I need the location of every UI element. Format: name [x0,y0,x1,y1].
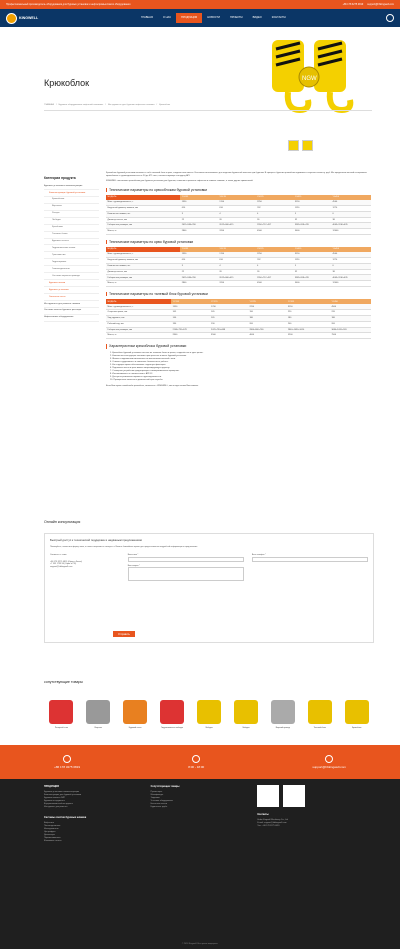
product-description [106,172,371,390]
breadcrumb-item[interactable]: Инструменты для бурения нефтяных скважин [107,104,155,106]
related-title: сопутствующие товары [44,680,83,684]
breadcrumb [44,104,170,107]
footer-link[interactable]: Бурильные трубы [150,806,168,809]
feature-item: 10. Проверенное качество и длительный срок службы. [110,378,163,381]
feature-item: 3. Шкивы и подшипники изготовлены из высококачественной стали. [110,357,176,360]
feature-item: 5. Конструкция крюка обеспечивает надежную фиксацию. [110,363,166,366]
footer-col4-title: Контакты [257,813,269,817]
table-header-cell: YG170 [218,195,256,200]
table-cell: 220 [330,310,371,316]
footer-link[interactable]: Центрифуги [44,830,56,833]
table-cell: 610 [180,205,218,211]
footer-link[interactable]: Hubei Kingwell Machinery Co., Ltd [257,819,288,822]
table-cell: 4 [218,211,256,217]
footer-link[interactable]: Вибросита [44,821,54,824]
footer-link[interactable]: E-mail: support@hbkingwell.com [257,822,287,825]
table-cell: 32 [293,217,331,223]
table-cell: Масса, кг [106,229,180,235]
table-cell: 165 [210,310,248,316]
table-cell: 610 [218,205,256,211]
table-cell: 2950×717×457 [256,223,294,229]
table-cell: 4 [218,263,256,269]
consultation-title: Онлайн консультация [44,520,81,524]
nav-item[interactable]: КОНТАКТЫ [271,16,286,20]
footer-link[interactable]: Задвижки [150,797,160,800]
table-cell: 2800 [171,333,209,339]
product-image [86,700,110,724]
table-cell: Габаритные размеры, мм [106,275,180,281]
table-cell: 4000 [248,333,286,339]
table-cell: Диаметр каната, мм [106,269,180,275]
product-name: Вертлюг [94,727,103,730]
table-cell: 4 [256,211,294,217]
top-bar [0,0,400,9]
product-image [308,700,332,724]
table-cell: Наружный диаметр шкивов, мм [106,258,180,264]
table-cell: 2615×580×290 [180,223,218,229]
table-header-cell: YG315 [293,247,331,252]
product-name: Гидравлическая лебедка [161,727,184,730]
table-cell: 1270 [331,205,371,211]
table-header-cell: YG315 [293,195,331,200]
table-header-cell: YG225 [256,195,294,200]
table-header-cell: YG450 [331,195,371,200]
table-cell: 9000 [293,229,331,235]
contact-label: Связаться с нами [50,553,67,556]
search-icon[interactable] [386,14,394,22]
related-product-card[interactable] [228,689,263,729]
sidebar-item[interactable]: Комплектующие буровой установки [44,190,99,197]
logo-mark [6,13,17,24]
table-cell: 610 [218,258,256,264]
product-image [160,700,184,724]
table-cell: 5200 [286,333,330,339]
table-cell: 180 [171,321,209,327]
table-cell: 4500 [256,229,294,235]
nav-item[interactable]: ГЛАВНАЯ [141,16,153,20]
related-product-card[interactable] [118,689,153,729]
breadcrumb-separator: / [156,104,158,106]
table-header-cell: YC135 [171,299,209,304]
nav-menu [136,13,291,22]
product-name: Талевый блок [313,727,326,730]
table-cell: 2800 [180,281,218,287]
table-row [106,229,371,235]
table-cell: 4003×1130×635 [331,275,371,281]
contact-email[interactable]: support@hbkingwell.com [50,566,73,569]
footer-col1-list [44,791,143,810]
table-header-cell: YG135 [180,195,218,200]
table-cell: Макс. грузоподъемность, т [106,252,180,257]
product-name: Лебедка [242,727,250,730]
consultation-box-text: Пожалуйста, заполните форму ниже, и наши специалисты свяжутся с Вами в ближайшее время для предоставления подробной информации и предложения. [50,545,198,548]
table3-title: Технические параметры по талевый блок буровой установки [106,292,371,296]
table-cell: 26 [256,269,294,275]
feature-item: 1. Крюкоблок буровой установки состоит из талевого блока и крюка, соединённых в одно целое. [110,351,204,354]
table-cell: 38 [331,217,371,223]
table-cell: 22 [180,269,218,275]
table-cell: 1700 [218,252,256,257]
footer-link[interactable]: Манифольды [150,794,164,797]
product-image [49,700,73,724]
table-cell: Масса, кг [106,333,171,339]
footer-col2-title: Системы очистки буровых шламов [44,815,87,819]
hero [0,27,400,109]
logo-text: KINGWELL [19,15,39,20]
table-cell: Диаметр каната, мм [106,217,180,223]
product-image [197,700,221,724]
spec-table-hook [106,247,371,287]
table-cell: 3700 [218,229,256,235]
table-cell: Рабочий ход, мм [106,321,171,327]
table-cell: 2612×666×415 [218,223,256,229]
message-label: Ваш вопрос * [127,564,141,567]
hook-block-image [262,35,372,115]
table-cell: 3150 [286,304,330,309]
footer-link[interactable]: Буровые инструменты [44,800,65,803]
table-header-cell: YC315 [286,299,330,304]
table-cell: 762 [256,205,294,211]
footer-link[interactable]: Инструмент для ремонта [44,806,68,809]
sidebar-item[interactable]: Вертлюги [44,204,99,211]
table-cell: 2470×730×688 [210,327,248,333]
footer-col2-list [44,822,143,844]
table-cell: 4500 [331,200,371,205]
table-cell: 9000 [293,281,331,287]
footer-link[interactable]: Буровые вышки и ЗИП [44,797,66,800]
table-cell: 3150 [293,200,331,205]
thumbnail-2[interactable] [302,140,313,151]
table-cell: Габаритные размеры, мм [106,223,180,229]
table-header-cell: YG225 [256,247,294,252]
footer-col3-list [151,791,250,810]
related-product-card[interactable] [44,689,79,729]
table-cell: 2250 [248,304,286,309]
table-cell: 180 [330,316,371,322]
footer-link[interactable]: Дегазаторы [44,833,55,836]
sidebar-item[interactable]: Лебёдки [44,218,99,225]
table-header-cell: YG135 [180,247,218,252]
footer-link[interactable]: Тел.: +86 178 3275 0819 [257,825,280,828]
contact-strip-phone: +86 178 3275 0819 [54,764,81,769]
contact-strip-hours: 8:00 - 18:00 [188,764,205,769]
sidebar-title: Категории продукта [44,176,76,180]
outro-paragraph: Если Вам нужен какой-либо крюкоблок, свяжитесь с KINGWELL, мы всегда готовы Вам помочь. [106,384,199,387]
contact-phone-1[interactable]: +86 178 3275 0819 (Офис в Китае) [50,560,83,563]
table-cell: 26 [256,217,294,223]
table-cell: Наружный диаметр шкивов, мм [106,205,180,211]
contact-hours-block [188,755,204,770]
table-cell: Габаритные размеры, мм [106,327,171,333]
table-cell: 2612×666×415 [218,275,256,281]
contact-phone-2[interactable]: +7 995 1738 90 (Офис в РФ) [50,563,77,566]
table-cell: 7500 [330,333,371,339]
table-cell: 3080×1020×920 [330,327,371,333]
table-cell: 4003×1130×635 [331,223,371,229]
table-cell: Ход пружины, мм [106,316,171,322]
related-product-card[interactable] [192,689,227,729]
nav-item[interactable]: ВИДЕО [252,16,262,20]
name-input[interactable] [128,557,244,562]
product-image [123,700,147,724]
feature-item: 8. Изготавливается в соответствии с API 8C. [110,372,153,375]
table-cell: 3500 [210,333,248,339]
table-cell: 220 [286,310,330,316]
table-cell: 180 [286,316,330,322]
page-title: Крюкоблок [44,78,90,88]
table-cell: 3 [180,263,218,269]
table-cell: Открытие крюка, мм [106,310,171,316]
footer-link[interactable]: Насосные штанги [150,803,168,806]
contact-phone-block[interactable] [54,755,80,770]
table-cell: 2840×1030×1010 [286,327,330,333]
table-cell: 762 [256,258,294,264]
related-product-card[interactable] [302,689,337,729]
footer-col-contacts [257,785,356,843]
contact-strip-email: support@hbkingwell.com [312,764,346,769]
contact-strip [0,745,400,779]
footer-col3-title: Сопутствующие товары [150,785,180,788]
table-cell: 6 [331,211,371,217]
feature-item: 7. Стопорное устройство предотвращает самопроизвольное вращение. [110,369,180,372]
table-header-cell: YC450 [330,299,371,304]
breadcrumb-item[interactable]: ГЛАВНАЯ [44,104,55,106]
sidebar-item[interactable]: Буровые установки и комплектующие [44,183,99,190]
footer-col-products [44,785,143,843]
sidebar-item[interactable]: Системы очистки бурового раствора [44,308,99,315]
main-nav [0,9,400,27]
footer-col-related [151,785,250,843]
table-header-cell: YC225 [248,299,286,304]
qr-code-icon [283,785,305,807]
breadcrumb-separator: / [105,104,106,106]
table-cell: 3 [180,211,218,217]
sidebar-item[interactable]: Глиноотделители [44,266,99,273]
copyright: © 2024 Kingwell. Все права защищены. [181,942,219,945]
sidebar-item[interactable]: Буровые установки [44,287,99,294]
feature-item: 9. Доступны различные варианты грузоподъемности. [110,375,162,378]
table-cell: 2800 [180,229,218,235]
thumbnail-1[interactable] [288,140,299,151]
table-cell: 2250 [256,252,294,257]
sidebar-item[interactable]: Трансмиссии [44,252,99,259]
sidebar-item[interactable]: Запасные части [44,294,99,301]
related-products [44,680,374,729]
breadcrumb-item[interactable]: Крюкоблок [159,104,171,106]
product-name: Роторный стол [54,727,68,730]
sidebar-item[interactable]: Гидравлические ключи [44,245,99,252]
feature-item: 4. Снижает трудоемкость и повышает безопасность работы. [110,360,169,363]
table-cell: 2615×580×290 [180,275,218,281]
logo[interactable] [6,13,96,24]
table-cell: 4 [256,263,294,269]
related-product-card[interactable] [155,689,190,729]
consultation-box [44,533,374,643]
sidebar-item[interactable]: Кронблоки [44,225,99,232]
footer-link[interactable]: Шламовые насосы [44,840,62,843]
table-cell: 3585×958×470 [293,223,331,229]
product-image [234,700,258,724]
table-cell: 5 [293,211,331,217]
spec-table-hook-block [106,195,371,235]
footer-link[interactable]: Илоотделители [44,827,59,830]
submit-button[interactable]: Отправить [113,631,135,637]
features-title: Характеристики крюкоблока буровой установки [106,344,371,348]
product-image [345,700,369,724]
table-cell: 1350 [180,200,218,205]
table-header-cell: МОДЕЛЬ [106,195,180,200]
footer-col4-list [257,819,356,828]
table-header-cell: YG170 [218,247,256,252]
qr-code-icon [257,785,279,807]
table-cell: 4500 [330,304,371,309]
sidebar-item[interactable]: Гидротормоза [44,259,99,266]
related-list [44,689,374,729]
breadcrumb-item[interactable]: Буровое оборудование нефтяной скважины [58,104,104,106]
nav-item[interactable]: НОВОСТИ [207,16,220,20]
nav-item[interactable]: ПРОДУКЦИЯ [176,13,202,22]
table-cell: 1350 [171,304,209,309]
table-cell: 5 [293,263,331,269]
footer-link[interactable]: Комплектующие для буровой установки [44,794,82,797]
table-cell: 610 [180,258,218,264]
table-cell: 200 [286,321,330,327]
table-cell: Макс. грузоподъемность, т [106,304,171,309]
related-product-card[interactable] [81,689,116,729]
table-cell: 140 [171,316,209,322]
name-label: Ваше имя * [127,553,139,556]
table-cell: Количество шкивов, шт. [106,211,180,217]
sidebar [44,176,99,322]
table2-title: Технические параметры по крюк буровой установки [106,240,371,244]
product-name: Буровой насос [128,727,142,730]
top-bar-phone[interactable]: +86 178 3275 0819 [342,3,364,6]
footer [0,779,400,949]
clock-icon [192,755,200,763]
sidebar-item[interactable]: Роторы [44,211,99,218]
breadcrumb-separator: / [56,104,57,106]
sidebar-item[interactable]: Талевые блоки [44,232,99,239]
nav-item[interactable]: ПРОЕКТЫ [229,16,243,20]
table-cell: 1270 [331,258,371,264]
table-cell: 12000 [331,281,371,287]
sidebar-list [44,183,99,322]
features-list [106,352,371,382]
feature-item: 6. Подъемная петля и крюк имеют амортизирующую пружину. [110,366,170,369]
spec-table-traveling-block [106,299,371,339]
top-bar-email[interactable]: support@hbkingwell.com [367,3,394,6]
footer-link[interactable]: Пескоотделители [44,824,61,827]
sidebar-item[interactable]: Крюкоблоки [44,197,99,204]
table-cell: Масса, кг [106,281,180,287]
product-name: Верхний привод [275,727,290,730]
table-row [106,281,371,287]
svg-text:NGW: NGW [302,76,317,82]
footer-col1-title: ПРОДУКЦИЯ [44,785,59,788]
table-header-cell: МОДЕЛЬ [106,299,171,304]
table-header-cell: YG450 [331,247,371,252]
table-cell: 2250 [256,200,294,205]
table-cell: 165 [171,310,209,316]
consultation-section [44,520,374,643]
table-cell: 12000 [331,229,371,235]
product-name: Лебедка [205,727,213,730]
table-cell: 3150 [293,252,331,257]
table-cell: 190 [248,310,286,316]
table-cell: 1700 [218,200,256,205]
table-cell: 1120 [293,205,331,211]
footer-link[interactable]: Превенторы [150,791,163,793]
consultation-box-title: Быстрый доступ к технической поддержке и надёжным предложениям [50,538,142,543]
product-image [271,700,295,724]
table-cell: 22 [180,217,218,223]
table-cell: 4500 [256,281,294,287]
intro-paragraph-1: Крюкоблок буровой установки включает в себя талевый блок и крюк, соединенные вместе. Его можно использовать для подъема бурильной колонны при бурении. В процессе бурения крюкоблок поднимает и опускает колонну труб. Мы предлагаем полный ассортимент крюкоблоков с грузоподъемностью от 50 до 675 тонн, соответствующих стандарту API. [106,172,368,177]
table-cell: 3700 [218,281,256,287]
table-cell: 200 [330,321,371,327]
table-cell: 180 [248,316,286,322]
footer-link[interactable]: Буровые установки и комплектующие [44,791,80,793]
phone-input[interactable] [252,557,368,562]
table-cell: 1120 [293,258,331,264]
table-cell: 2108×735×678 [171,327,209,333]
sidebar-item[interactable]: Системы верхнего привода [44,273,99,280]
table-cell: 4500 [331,252,371,257]
table-header-cell: МОДЕЛЬ [106,247,180,252]
phone-label: Ваш телефон * [251,553,266,556]
sidebar-item[interactable]: Нефтегазовое оборудование [44,315,99,322]
table-cell: 26 [218,217,256,223]
top-bar-tagline: Профессиональный производитель оборудования для буровых установок и нефтепромыслового оборудования [6,3,131,6]
table-cell: 3585×958×470 [293,275,331,281]
intro-paragraph-2: KINGWELL поставляет крюкоблоки для буровых установок для бурения, освоения и ремонта нефтяных и газовых скважин, а также других применений. [106,179,254,182]
table-cell: Количество шкивов, шт. [106,263,180,269]
footer-link[interactable]: Внутрискважинный инструмент [44,803,74,806]
table-cell: 26 [218,269,256,275]
table-row [106,333,371,339]
table-cell: 32 [293,269,331,275]
table-cell: 2950×717×457 [256,275,294,281]
table-cell: 1350 [180,252,218,257]
sidebar-item[interactable]: Буровые вышки [44,280,99,287]
table1-title: Технические параметры по крюкоблокам буровой установки [106,188,371,192]
table-cell: 6 [331,263,371,269]
table-cell: 2800×800×780 [248,327,286,333]
product-name: Крюкоблок [351,727,362,730]
related-product-card[interactable] [339,689,374,729]
table-cell: Макс. грузоподъемность, т [106,200,180,205]
table-cell: 1700 [210,304,248,309]
table-cell: 165 [210,316,248,322]
sidebar-item[interactable]: Буровые насосы [44,239,99,246]
contact-email-block[interactable] [312,755,346,770]
table-cell: 38 [331,269,371,275]
image-thumbnails [288,140,313,151]
sidebar-item[interactable]: Инструменты для ремонта скважин [44,301,99,308]
footer-link[interactable]: Перемешиватели [44,837,61,840]
related-product-card[interactable] [265,689,300,729]
feature-item: 2. Компактная конструкция экономит пространство в мачте буровой установки. [110,354,187,357]
table-cell: 190 [210,321,248,327]
phone-icon [63,755,71,763]
nav-item[interactable]: О НАС [162,16,172,20]
footer-link[interactable]: Устьевое оборудование [150,800,173,803]
table-cell: 200 [248,321,286,327]
table-header-cell: YC170 [210,299,248,304]
mail-icon [325,755,333,763]
